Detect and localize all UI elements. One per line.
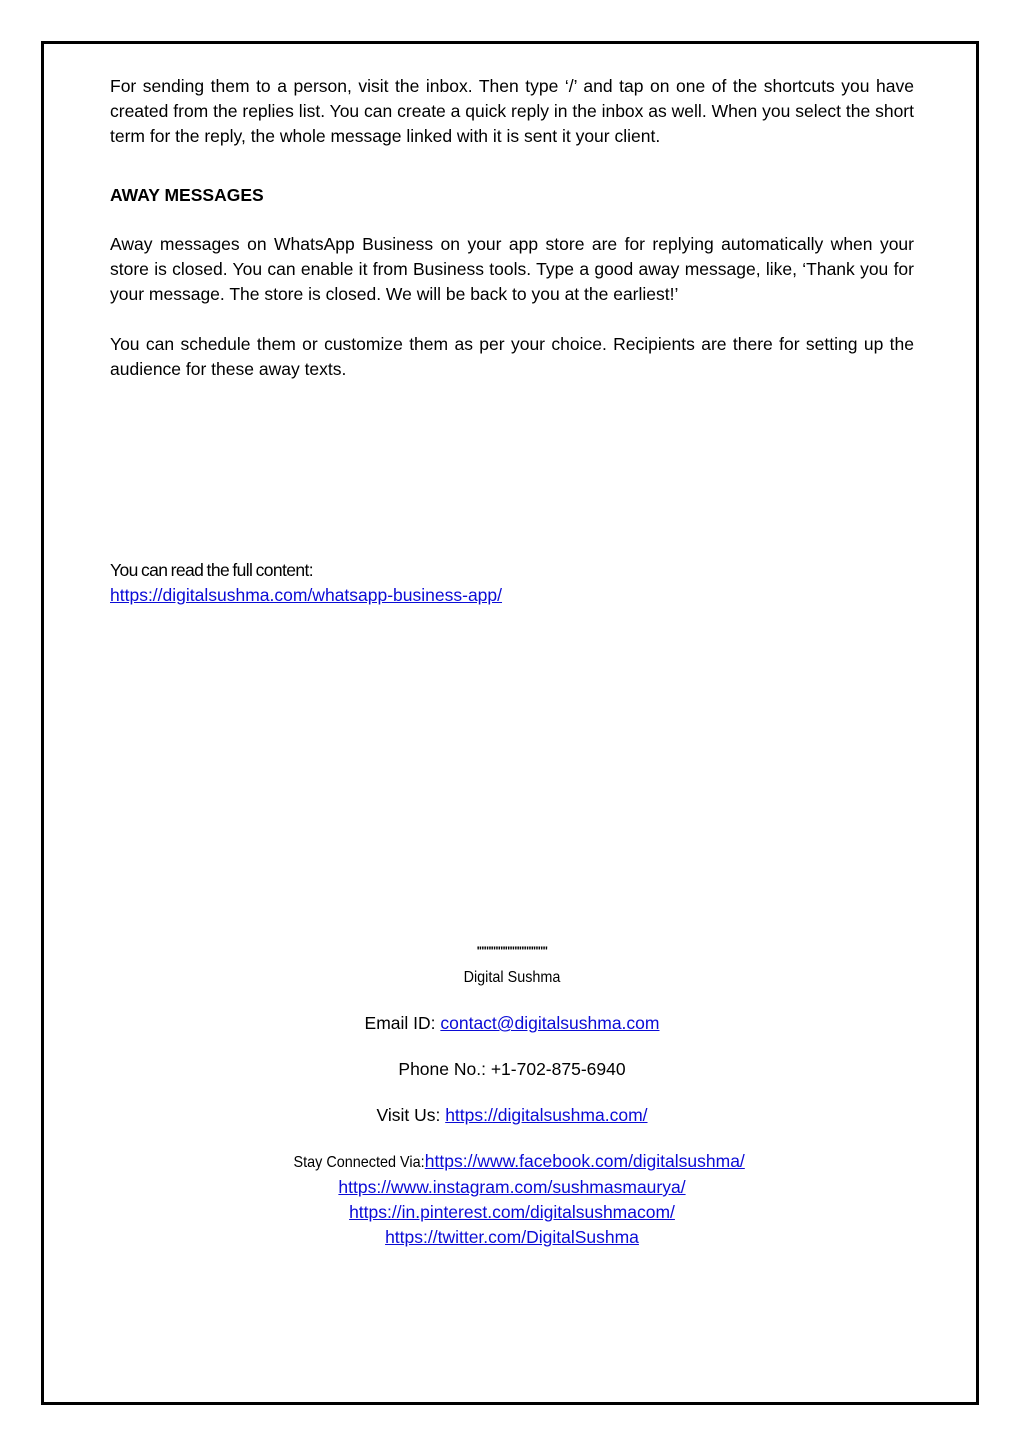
email-line (41, 1011, 983, 1036)
website-link[interactable]: https://digitalsushma.com/ (445, 1105, 648, 1125)
stay-connected-label: Stay Connected Via: (293, 1154, 425, 1171)
read-more-link[interactable]: https://digitalsushma.com/whatsapp-business-app/ (110, 585, 503, 605)
phone-line (41, 1057, 983, 1082)
visit-line (41, 1103, 983, 1128)
pinterest-link[interactable]: https://in.pinterest.com/digitalsushmacom/ (349, 1202, 675, 1222)
read-more-label: You can read the full content: (110, 560, 314, 580)
instagram-link[interactable]: https://www.instagram.com/sushmasmaurya/ (338, 1177, 686, 1197)
paragraph-away-messages: Away messages on WhatsApp Business on your app store are for replying automatically when your store is closed. You can enable it from Business tools. Type a good away message, like, ‘Thank you for your message. The store is closed. We will be back to you at the earliest!’ (110, 234, 914, 304)
brand-name: Digital Sushma (463, 969, 561, 986)
read-more-block (110, 558, 502, 608)
email-link[interactable]: contact@digitalsushma.com (440, 1013, 660, 1033)
phone-label: Phone No.: (398, 1059, 491, 1079)
section-heading-away-messages: AWAY MESSAGES (110, 185, 264, 205)
email-label: Email ID: (364, 1013, 441, 1033)
social-links-block (41, 1149, 983, 1250)
facebook-link[interactable]: https://www.facebook.com/digitalsushma/ (424, 1151, 745, 1171)
twitter-link[interactable]: https://twitter.com/DigitalSushma (385, 1227, 639, 1247)
paragraph-quick-replies: For sending them to a person, visit the inbox. Then type ‘/’ and tap on one of the shortcuts you have created from the replies list. You can create a quick reply in the inbox as well. When you select the short term for the reply, the whole message linked with it is sent it your client. (110, 76, 914, 146)
decorative-dots: '''''''''''''''''''''''''''''' (476, 944, 548, 958)
paragraph-schedule: You can schedule them or customize them as per your choice. Recipients are there for setting up the audience for these away texts. (110, 334, 914, 379)
visit-label: Visit Us: (376, 1105, 446, 1125)
phone-value: +1-702-875-6940 (490, 1059, 626, 1079)
